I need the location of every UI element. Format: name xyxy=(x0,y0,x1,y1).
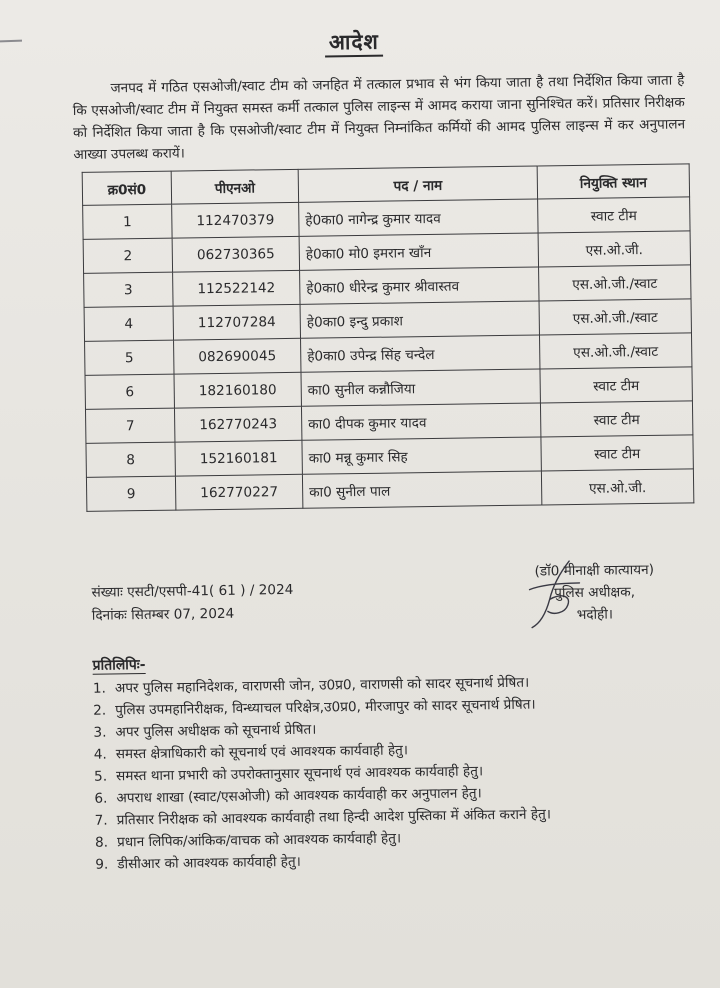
table-row xyxy=(86,469,693,511)
order-body-text: जनपद में गठित एसओजी/स्वाट टीम को जनहित में तत्काल प्रभाव से भंग किया जाता है तथा निर्देशित किया जाता है कि एसओजी/स्वाट टीम में नियुक्त समस्त कर्मी तत्काल पुलिस लाइन्स में आमद कराया जाना सुनिश्चित करें। प्रतिसार निरीक्षक को निर्देशित किया जाता है कि एसओजी/स्वाट टीम में नियुक्त निम्नांकित कर्मियों की आमद पुलिस लाइन्स में कर अनुपालन आख्या उपलब्ध करायें। xyxy=(72,72,686,163)
list-item: 9. डीसीआर को आवश्यक कार्यवाही हेतु। xyxy=(95,853,301,873)
copies-heading: प्रतिलिपिः- xyxy=(92,657,146,674)
cell-serial: 8 xyxy=(86,442,175,477)
list-item: 5. समस्त थाना प्रभारी को उपरोक्तानुसार सूचनार्थ एवं आवश्यक कार्यवाही हेतु। xyxy=(94,763,484,785)
list-item: 2. पुलिस उपमहानिरीक्षक, विन्ध्याचल परिक्षेत्र,उ0प्र0, मीरजापुर को सादर सूचनार्थ प्रेषित। xyxy=(93,696,536,719)
header-serial: क्र0सं0 xyxy=(82,171,171,205)
cell-pno: 152160181 xyxy=(175,440,302,476)
reference-date: दिनांकः सितम्बर 07, 2024 xyxy=(91,605,235,624)
list-item: 7. प्रतिसार निरीक्षक को आवश्यक कार्यवाही तथा हिन्दी आदेश पुस्तिका में अंकित कराने हेतु। xyxy=(94,806,552,829)
cell-serial: 1 xyxy=(83,204,172,239)
list-item: 8. प्रधान लिपिक/आंकिक/वाचक को आवश्यक कार्यवाही हेतु। xyxy=(94,830,402,851)
cell-posting: एस.ओ.जी./स्वाट xyxy=(539,299,691,335)
cell-serial: 4 xyxy=(84,306,173,341)
cell-rank-name: का0 सुनील पाल xyxy=(302,471,541,508)
header-pno: पीएनओ xyxy=(171,169,298,204)
cell-posting: स्वाट टीम xyxy=(538,197,690,233)
list-item: 4. समस्त क्षेत्राधिकारी को सूचनार्थ एवं आवश्यक कार्यवाही हेतु। xyxy=(93,742,409,763)
cell-pno: 112707284 xyxy=(173,304,300,340)
cell-posting: स्वाट टीम xyxy=(540,367,692,403)
cell-serial: 2 xyxy=(83,238,172,273)
signatory-place: भदोही। xyxy=(576,606,614,623)
cell-serial: 6 xyxy=(85,374,174,409)
cell-posting: एस.ओ.जी./स्वाट xyxy=(539,265,691,301)
cell-rank-name: का0 दीपक कुमार यादव xyxy=(301,403,540,440)
cell-posting: एस.ओ.जी./स्वाट xyxy=(539,333,691,369)
cell-rank-name: हे0का0 धीरेन्द्र कुमार श्रीवास्तव xyxy=(300,267,539,304)
cell-pno: 162770227 xyxy=(175,474,302,510)
cell-posting: एस.ओ.जी. xyxy=(538,231,690,267)
cell-serial: 5 xyxy=(85,340,174,375)
signatory-designation: पुलिस अधीक्षक, xyxy=(554,584,636,602)
signature-block xyxy=(509,559,680,627)
order-body xyxy=(72,69,685,166)
cell-pno: 082690045 xyxy=(174,338,301,374)
cell-pno: 162770243 xyxy=(174,406,301,442)
cell-serial: 3 xyxy=(84,272,173,307)
copies-list xyxy=(93,669,696,875)
list-item: 1. अपर पुलिस महानिदेशक, वाराणसी जोन, उ0प्र0, वाराणसी को सादर सूचनार्थ प्रेषित। xyxy=(92,674,530,697)
order-title: आदेश xyxy=(0,23,714,61)
cell-rank-name: हे0का0 नागेन्द्र कुमार यादव xyxy=(299,199,538,236)
cell-rank-name: हे0का0 मो0 इमरान खाँन xyxy=(299,233,538,270)
signatory-name: (डॉ0 मीनाक्षी कात्यायन) xyxy=(534,561,655,580)
cell-serial: 7 xyxy=(85,408,174,443)
cell-posting: स्वाट टीम xyxy=(540,401,692,437)
cell-rank-name: का0 मन्नू कुमार सिह xyxy=(302,437,541,474)
cell-pno: 112470379 xyxy=(172,202,299,238)
cell-rank-name: का0 सुनील कन्नौजिया xyxy=(301,369,540,406)
header-rank-name: पद / नाम xyxy=(298,166,537,202)
cell-rank-name: हे0का0 उपेन्द्र सिंह चन्देल xyxy=(301,335,540,372)
cell-pno: 062730365 xyxy=(172,236,299,272)
header-posting: नियुक्ति स्थान xyxy=(537,164,689,199)
cell-rank-name: हे0का0 इन्दु प्रकाश xyxy=(300,301,539,338)
cell-pno: 182160180 xyxy=(174,372,301,408)
list-item: 6. अपराध शाखा (स्वाट/एसओजी) को आवश्यक कार्यवाही कर अनुपालन हेतु। xyxy=(94,785,482,807)
reference-block xyxy=(91,579,293,628)
personnel-table xyxy=(82,163,695,511)
cell-posting: स्वाट टीम xyxy=(541,435,693,471)
list-item: 3. अपर पुलिस अधीक्षक को सूचनार्थ प्रेषित। xyxy=(93,721,317,741)
cell-serial: 9 xyxy=(86,476,175,511)
cell-pno: 112522142 xyxy=(173,270,300,306)
reference-number: संख्याः एसटी/एसपी-41( 61 ) / 2024 xyxy=(91,581,294,601)
cell-posting: एस.ओ.जी. xyxy=(541,469,693,505)
